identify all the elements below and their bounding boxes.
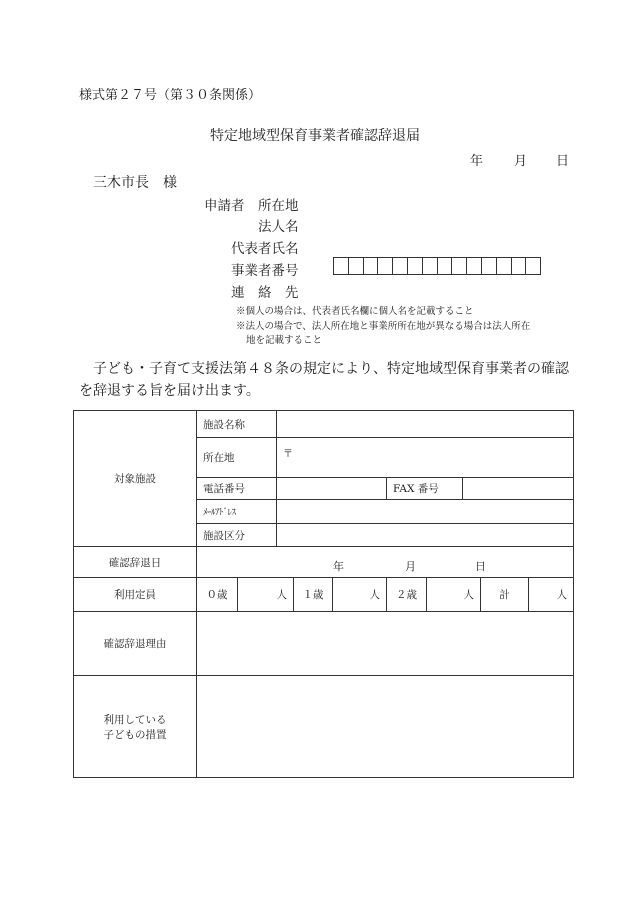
withdraw-year: 年 <box>333 560 345 573</box>
contact-label: 連 絡 先 <box>231 285 299 301</box>
declaration-text: 子ども・子育て支援法第４８条の規定により、特定地域型保育事業者の確認を辞退する旨を届け出ます。 <box>79 361 569 399</box>
digit-box[interactable] <box>525 257 541 275</box>
business-number-label: 事業者番号 <box>231 263 299 279</box>
location-label: 所在地 <box>258 198 299 214</box>
withdraw-date-field[interactable] <box>197 547 574 578</box>
digit-box[interactable] <box>496 257 512 275</box>
measures-field[interactable] <box>197 676 574 778</box>
phone-field[interactable] <box>277 478 387 500</box>
addressee: 三木市長 様 <box>93 175 177 191</box>
note-individual: ※個人の場合は、代表者氏名欄に個人名を記載すること <box>236 306 474 317</box>
header-date-day: 日 <box>556 154 570 169</box>
age0-label: ０歳 <box>197 578 238 612</box>
age1-label: １歳 <box>294 578 333 612</box>
header-date-month: 月 <box>514 154 528 169</box>
digit-box[interactable] <box>333 257 349 275</box>
age2-label: ２歳 <box>387 578 427 612</box>
facility-type-field[interactable] <box>277 524 574 547</box>
business-number-boxes <box>334 257 541 275</box>
corp-name-label: 法人名 <box>258 219 299 235</box>
email-field[interactable] <box>277 500 574 524</box>
digit-box[interactable] <box>348 257 364 275</box>
withdraw-day: 日 <box>475 560 487 573</box>
fax-label: FAX 番号 <box>387 478 463 500</box>
facility-type-label: 施設区分 <box>197 524 277 547</box>
digit-box[interactable] <box>451 257 467 275</box>
withdraw-month: 月 <box>405 560 417 573</box>
facility-name-label: 施設名称 <box>197 411 277 438</box>
age2-field[interactable]: 人 <box>427 578 481 612</box>
note-corporation-cont: 地を記載すること <box>246 335 323 346</box>
rep-name-label: 代表者氏名 <box>231 241 299 257</box>
header-date-year: 年 <box>470 154 484 169</box>
capacity-label: 利用定員 <box>74 578 197 612</box>
document-title: 特定地域型保育事業者確認辞退届 <box>210 128 420 144</box>
postal-mark: 〒 <box>283 449 293 460</box>
applicant-label: 申請者 <box>204 198 245 214</box>
reason-label: 確認辞退理由 <box>74 612 197 676</box>
note-corporation: ※法人の場合で、法人所在地と事業所所在地が異なる場合は法人所在 <box>236 321 531 332</box>
reason-field[interactable] <box>197 612 574 676</box>
total-field[interactable]: 人 <box>529 578 574 612</box>
digit-box[interactable] <box>481 257 497 275</box>
withdraw-date-label: 確認辞退日 <box>74 547 197 578</box>
form-number: 様式第２７号（第３０条関係） <box>79 88 262 103</box>
measures-label-line1: 利用している <box>103 713 167 726</box>
email-label: ﾒｰﾙｱﾄﾞﾚｽ <box>197 500 277 524</box>
target-facility-label: 対象施設 <box>74 411 197 547</box>
address-label: 所在地 <box>197 438 277 478</box>
measures-label <box>74 676 197 778</box>
digit-box[interactable] <box>422 257 438 275</box>
age1-field[interactable]: 人 <box>333 578 387 612</box>
digit-box[interactable] <box>511 257 527 275</box>
digit-box[interactable] <box>392 257 408 275</box>
phone-label: 電話番号 <box>197 478 277 500</box>
total-label: 計 <box>481 578 529 612</box>
measures-label-line2: 子どもの措置 <box>103 728 167 741</box>
address-field[interactable] <box>277 438 574 478</box>
age0-field[interactable]: 人 <box>238 578 294 612</box>
digit-box[interactable] <box>377 257 393 275</box>
digit-box[interactable] <box>466 257 482 275</box>
facility-form-table <box>73 410 574 778</box>
facility-name-field[interactable] <box>277 411 574 438</box>
digit-box[interactable] <box>363 257 379 275</box>
fax-field[interactable] <box>463 478 574 500</box>
digit-box[interactable] <box>437 257 453 275</box>
digit-box[interactable] <box>407 257 423 275</box>
